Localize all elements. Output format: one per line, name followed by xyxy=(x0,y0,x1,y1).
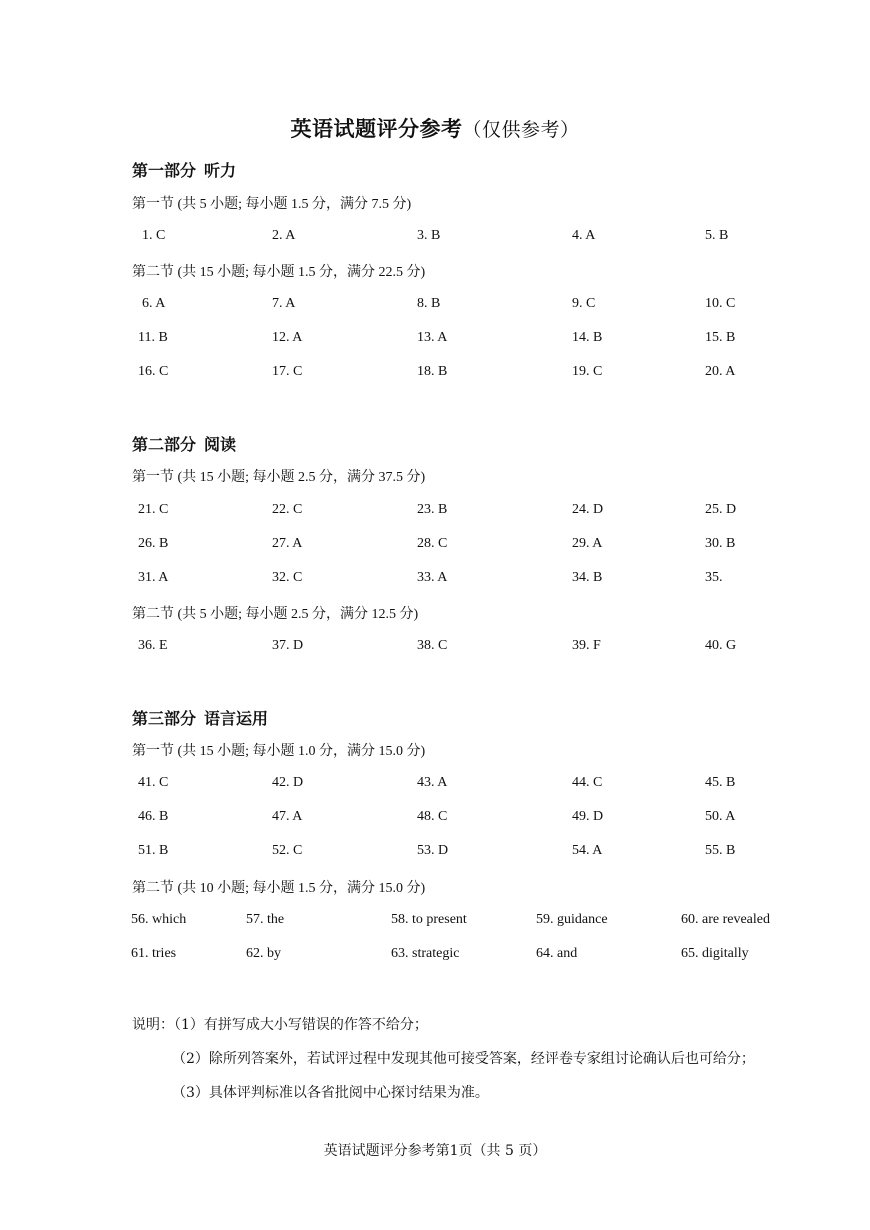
answer-item: 35. xyxy=(705,570,723,585)
answer-item: 65. digitally xyxy=(681,946,749,961)
answer-item: 23. B xyxy=(417,502,448,517)
answer-row xyxy=(0,296,870,316)
answer-row xyxy=(0,638,870,658)
notes-label: 说明： xyxy=(132,1017,174,1033)
answer-item: 55. B xyxy=(705,843,736,858)
answer-item: 24. D xyxy=(572,502,604,517)
answer-item: 27. A xyxy=(272,536,303,551)
answer-item: 2. A xyxy=(272,228,296,243)
answer-item: 62. by xyxy=(246,946,281,961)
answer-item: 36. E xyxy=(138,638,168,653)
answer-item: 41. C xyxy=(138,775,169,790)
page-title xyxy=(0,113,870,143)
answer-row xyxy=(0,946,870,966)
answer-item: 46. B xyxy=(138,809,169,824)
part1-name: 听力 xyxy=(204,161,237,180)
answer-row xyxy=(0,330,870,350)
part2-label: 第二部分 xyxy=(132,435,197,454)
answer-item: 28. C xyxy=(417,536,448,551)
answer-item: 37. D xyxy=(272,638,304,653)
answer-row xyxy=(0,570,870,590)
note-item-2: （2）除所列答案外，若试评过程中发现其他可接受答案，经评卷专家组讨论确认后也可给分； xyxy=(172,1051,755,1067)
answer-item: 53. D xyxy=(417,843,449,858)
answer-item: 10. C xyxy=(705,296,736,311)
answer-row xyxy=(0,912,870,932)
answer-row xyxy=(0,843,870,863)
answer-item: 31. A xyxy=(138,570,169,585)
answer-item: 50. A xyxy=(705,809,736,824)
answer-item: 16. C xyxy=(138,364,169,379)
title-note: （仅供参考） xyxy=(462,119,580,141)
answer-item: 3. B xyxy=(417,228,441,243)
answer-row xyxy=(0,364,870,384)
part3-heading xyxy=(132,706,268,729)
part1-sec2-label: 第二节 (共 15 小题; 每小题 1.5 分，满分 22.5 分) xyxy=(132,265,426,280)
answer-item: 63. strategic xyxy=(391,946,460,961)
answer-item: 40. G xyxy=(705,638,737,653)
answer-item: 22. C xyxy=(272,502,303,517)
answer-item: 54. A xyxy=(572,843,603,858)
part1-sec1-label: 第一节 (共 5 小题; 每小题 1.5 分，满分 7.5 分) xyxy=(132,197,412,212)
answer-item: 25. D xyxy=(705,502,737,517)
answer-item: 39. F xyxy=(572,638,601,653)
answer-item: 34. B xyxy=(572,570,603,585)
part3-sec2-label: 第二节 (共 10 小题; 每小题 1.5 分，满分 15.0 分) xyxy=(132,881,426,896)
answer-item: 38. C xyxy=(417,638,448,653)
part3-sec1-label: 第一节 (共 15 小题; 每小题 1.0 分，满分 15.0 分) xyxy=(132,744,426,759)
answer-item: 44. C xyxy=(572,775,603,790)
answer-item: 5. B xyxy=(705,228,729,243)
part2-name: 阅读 xyxy=(204,435,237,454)
note-item-3: （3）具体评判标准以各省批阅中心探讨结果为准。 xyxy=(172,1085,489,1101)
answer-item: 6. A xyxy=(142,296,166,311)
answer-item: 4. A xyxy=(572,228,596,243)
answer-item: 59. guidance xyxy=(536,912,608,927)
answer-item: 61. tries xyxy=(131,946,177,961)
part3-label: 第三部分 xyxy=(132,709,197,728)
answer-item: 26. B xyxy=(138,536,169,551)
answer-item: 58. to present xyxy=(391,912,467,927)
answer-item: 43. A xyxy=(417,775,448,790)
answer-row xyxy=(0,536,870,556)
answer-row xyxy=(0,809,870,829)
answer-item: 49. D xyxy=(572,809,604,824)
answer-item: 11. B xyxy=(138,330,168,345)
part3-name: 语言运用 xyxy=(204,709,269,728)
notes-block xyxy=(132,1014,428,1034)
answer-item: 47. A xyxy=(272,809,303,824)
answer-item: 57. the xyxy=(246,912,285,927)
answer-item: 14. B xyxy=(572,330,603,345)
answer-row xyxy=(0,228,870,248)
note-item-1: （1）有拼写成大小写错误的作答不给分； xyxy=(174,1017,428,1033)
title-main: 英语试题评分参考 xyxy=(290,116,463,141)
answer-item: 60. are revealed xyxy=(681,912,770,927)
answer-item: 7. A xyxy=(272,296,296,311)
answer-item: 32. C xyxy=(272,570,303,585)
answer-item: 8. B xyxy=(417,296,441,311)
answer-item: 12. A xyxy=(272,330,303,345)
answer-item: 29. A xyxy=(572,536,603,551)
answer-item: 21. C xyxy=(138,502,169,517)
part2-heading xyxy=(132,432,236,455)
answer-item: 15. B xyxy=(705,330,736,345)
answer-item: 30. B xyxy=(705,536,736,551)
answer-item: 51. B xyxy=(138,843,169,858)
answer-item: 1. C xyxy=(142,228,166,243)
answer-item: 33. A xyxy=(417,570,448,585)
answer-item: 13. A xyxy=(417,330,448,345)
answer-row xyxy=(0,775,870,795)
answer-row xyxy=(0,502,870,522)
part1-heading xyxy=(132,158,236,181)
part2-sec1-label: 第一节 (共 15 小题; 每小题 2.5 分，满分 37.5 分) xyxy=(132,470,426,485)
answer-item: 9. C xyxy=(572,296,596,311)
answer-item: 52. C xyxy=(272,843,303,858)
page-footer: 英语试题评分参考第1页（共 5 页） xyxy=(323,1143,547,1159)
part2-sec2-label: 第二节 (共 5 小题; 每小题 2.5 分，满分 12.5 分) xyxy=(132,607,419,622)
answer-item: 45. B xyxy=(705,775,736,790)
answer-item: 19. C xyxy=(572,364,603,379)
answer-item: 56. which xyxy=(131,912,187,927)
part1-label: 第一部分 xyxy=(132,161,197,180)
answer-item: 48. C xyxy=(417,809,448,824)
answer-item: 18. B xyxy=(417,364,448,379)
answer-item: 17. C xyxy=(272,364,303,379)
answer-item: 42. D xyxy=(272,775,304,790)
answer-item: 20. A xyxy=(705,364,736,379)
answer-item: 64. and xyxy=(536,946,578,961)
